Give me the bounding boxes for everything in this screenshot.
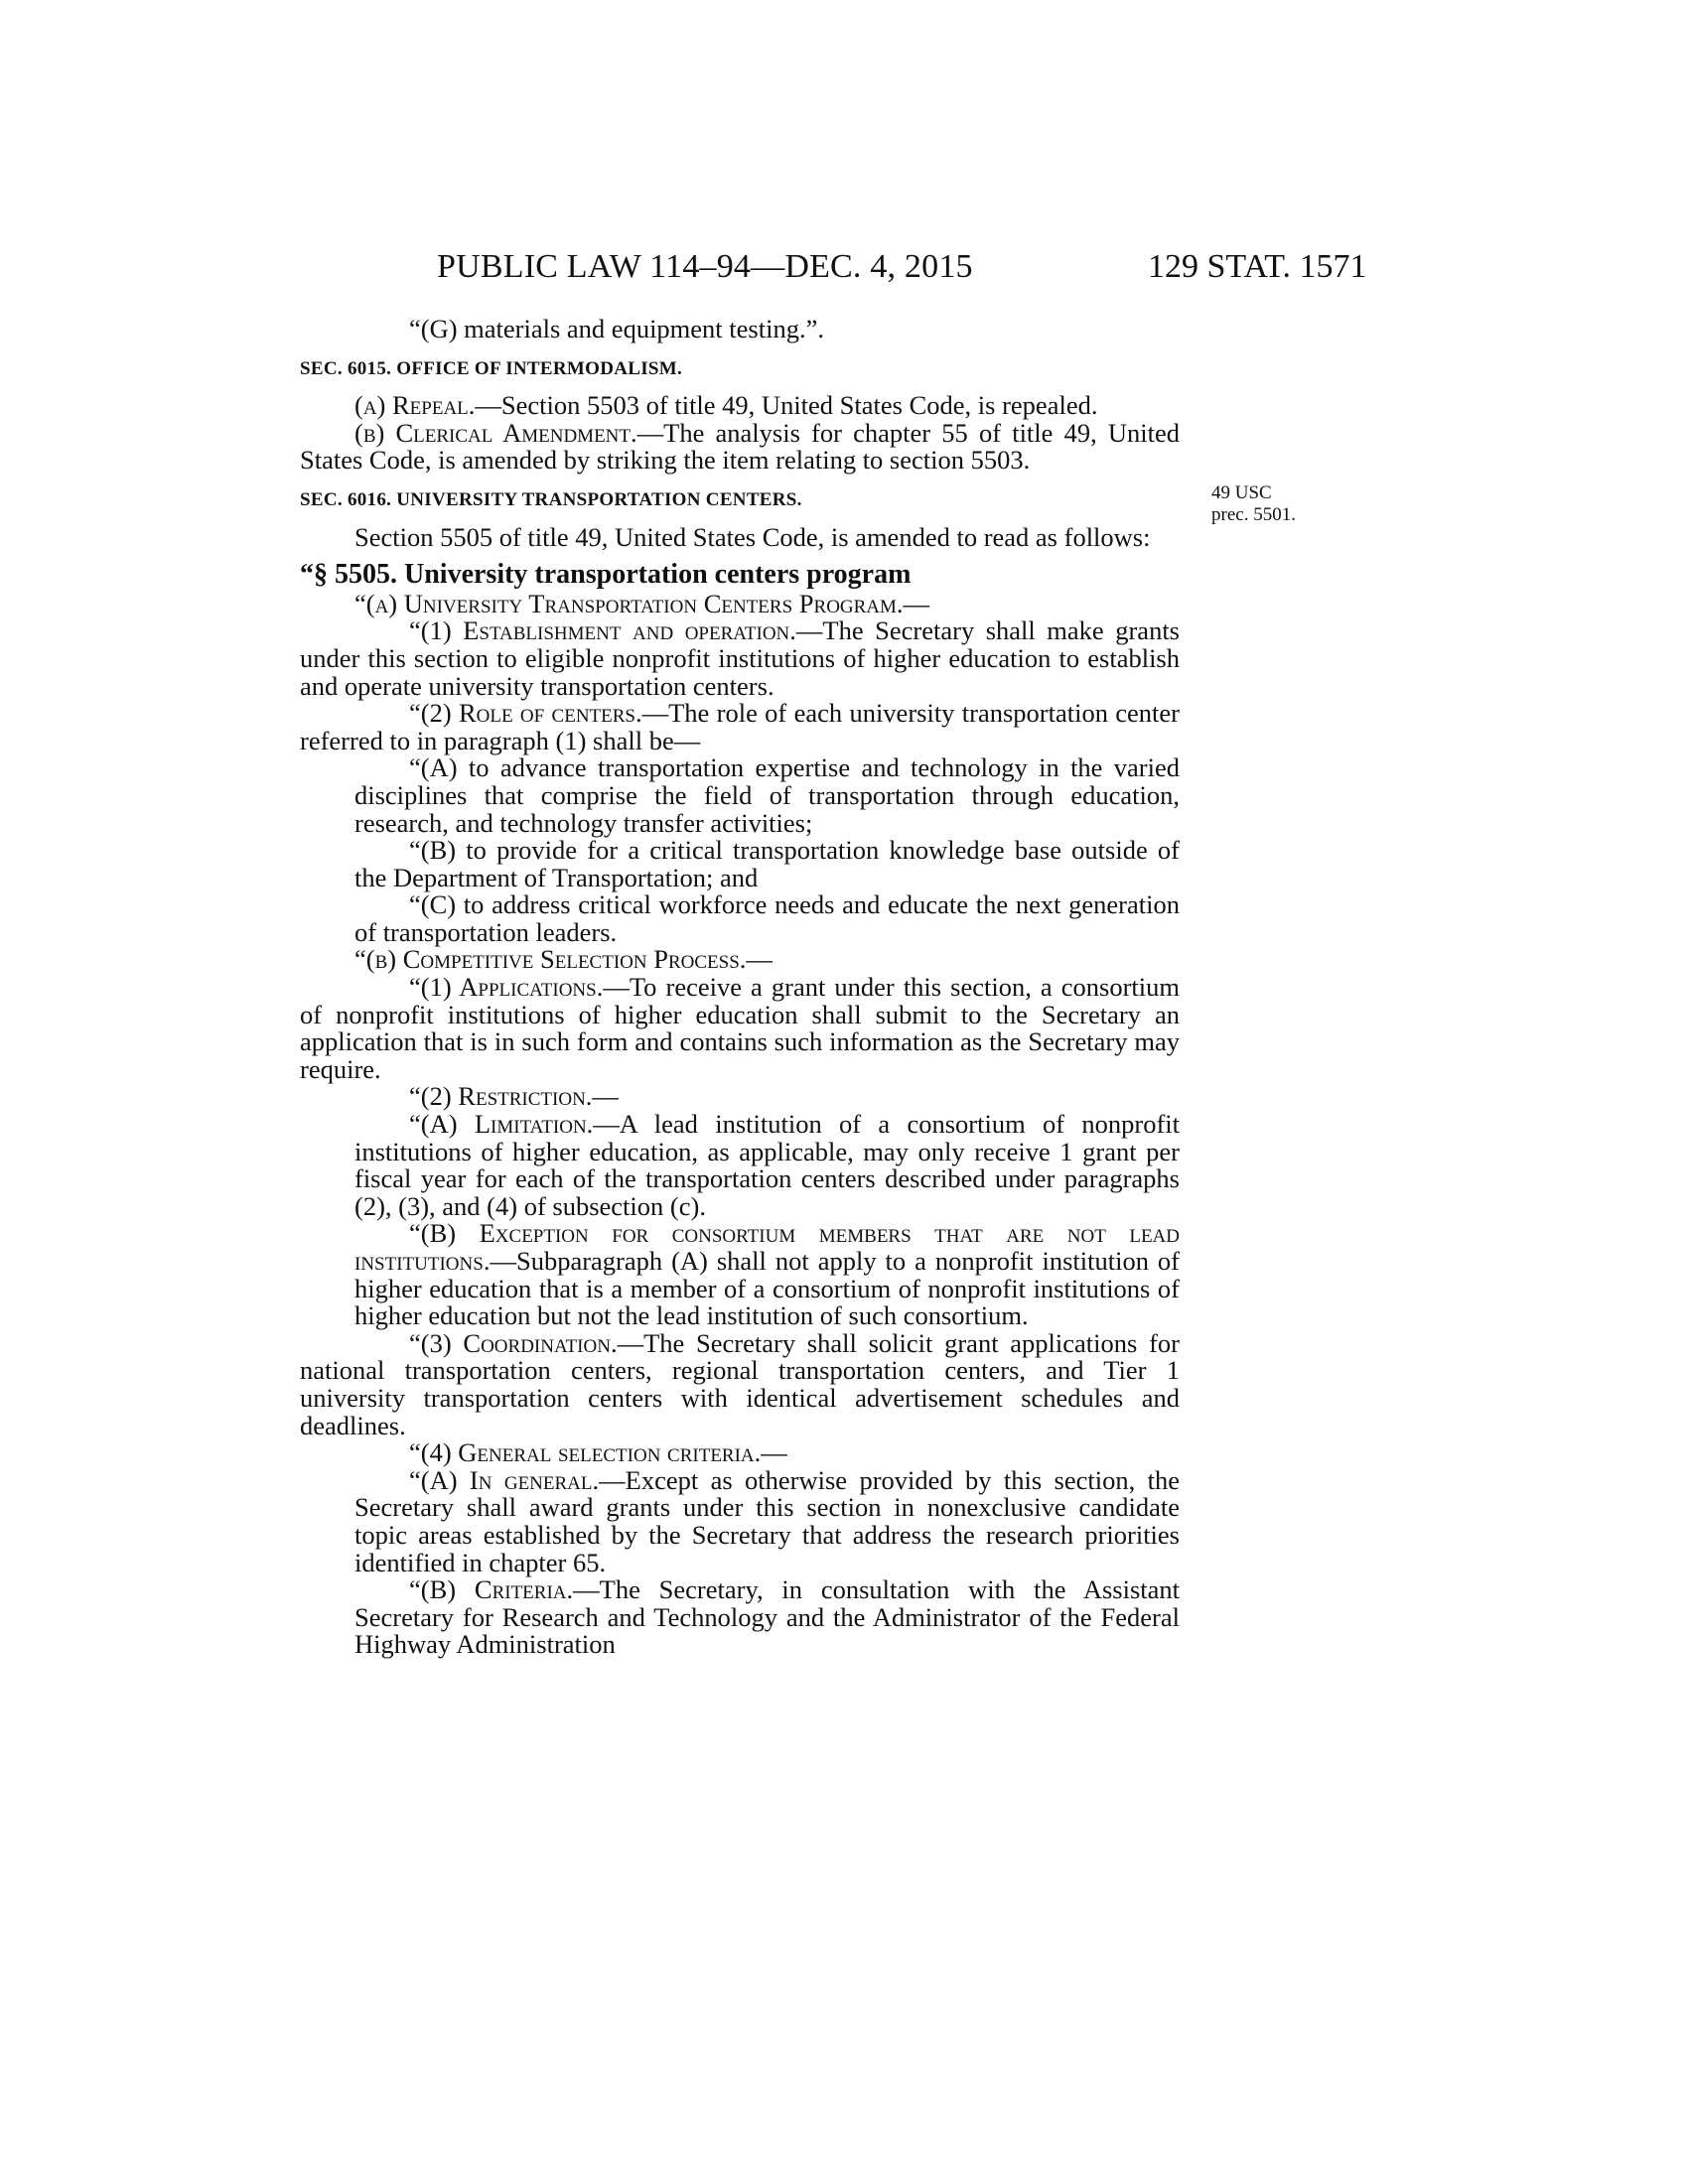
paragraph-a2 bbox=[300, 700, 1180, 754]
paragraph-b2 bbox=[300, 1083, 1180, 1111]
paragraph-6015-b bbox=[300, 417, 1181, 476]
label-b3: “(3) Coordination. bbox=[409, 1327, 618, 1358]
paragraph-a1 bbox=[300, 617, 1180, 700]
subsection-b-heading bbox=[300, 946, 1180, 974]
paragraph-b1 bbox=[300, 974, 1180, 1083]
text-b2B: —Subparagraph (A) shall not apply to a nonprofit institution of higher education that is a member of a consortium of nonprofit institutions of higher education but not the lead institution of such consortium. bbox=[354, 1246, 1180, 1331]
paragraph-6016-intro: Section 5505 of title 49, United States Code, is amended to read as follows: bbox=[354, 521, 1151, 552]
text-a2: —The role of each university transportation center referred to in paragraph (1) shall be— bbox=[300, 698, 1180, 755]
dash: — bbox=[761, 1437, 787, 1468]
paragraph-g-item: “(G) materials and equipment testing.”. bbox=[409, 314, 824, 343]
paragraph-6015-a bbox=[300, 392, 1180, 420]
subparagraph-a2B: “(B) to provide for a critical transportation knowledge base outside of the Department of Transportation; and bbox=[354, 835, 1180, 892]
dash: — bbox=[592, 1081, 619, 1112]
label-clerical-amendment: (b) Clerical Amendment. bbox=[354, 417, 637, 448]
section-6016-heading: SEC. 6016. UNIVERSITY TRANSPORTATION CENTERS. bbox=[300, 488, 802, 510]
dash: — bbox=[746, 944, 773, 975]
label-a2: “(2) Role of centers. bbox=[409, 698, 642, 729]
text-b1: —To receive a grant under this section, a consortium of nonprofit institutions of higher education shall submit to the Secretary an application that is in such form and contains such information as the Secretary may require. bbox=[300, 972, 1181, 1084]
text-b4B: —The Secretary, in consultation with the Assistant Secretary for Research and Technology and the Administrator of the Federal Highway Administration bbox=[354, 1574, 1180, 1660]
text-b3: —The Secretary shall solicit grant applications for national transportation centers, regional transportation centers, and Tier 1 university transportation centers with identical advertisement schedules and deadlines. bbox=[300, 1327, 1180, 1440]
label-repeal: (a) Repeal. bbox=[354, 390, 476, 421]
label-b4: “(4) General selection criteria. bbox=[409, 1437, 762, 1468]
running-header-title: PUBLIC LAW 114–94—DEC. 4, 2015 bbox=[437, 248, 973, 285]
margin-citation-line1: 49 USC bbox=[1211, 482, 1272, 503]
document-body bbox=[300, 316, 1180, 1659]
label-subsection-b: “(b) Competitive Selection Process. bbox=[354, 944, 747, 975]
margin-citation bbox=[1211, 482, 1296, 526]
label-b2: “(2) Restriction. bbox=[409, 1081, 593, 1112]
label-b1: “(1) Applications. bbox=[409, 972, 604, 1003]
label-b2B: “(B) Exception for consortium members that are not lead institutions. bbox=[354, 1218, 1180, 1276]
text-clerical-amendment: —The analysis for chapter 55 of title 49, United States Code, is amended by striking the item relating to section 5503. bbox=[300, 417, 1181, 476]
subparagraph-a2C: “(C) to address critical workforce needs and educate the next generation of transportation leaders. bbox=[354, 889, 1180, 947]
margin-citation-line2: prec. 5501. bbox=[1211, 504, 1296, 525]
subsection-a-heading bbox=[300, 588, 1180, 618]
section-5505-title: “§ 5505. University transportation centers program bbox=[300, 559, 912, 591]
paragraph-b3 bbox=[300, 1327, 1180, 1440]
statute-page-number: 129 STAT. 1571 bbox=[1148, 248, 1367, 285]
label-b2A: “(A) Limitation. bbox=[409, 1109, 594, 1140]
subparagraph-b4A bbox=[300, 1464, 1180, 1577]
subparagraph-a2A: “(A) to advance transportation expertise and technology in the varied disciplines that comprise the field of transportation through education, research, and technology transfer activities; bbox=[354, 752, 1180, 838]
text-b2A: —A lead institution of a consortium of nonprofit institutions of higher education, as applicable, may only receive 1 grant per fiscal year for each of the transportation centers described under paragraphs (2), (3), and (4) of subsection (c). bbox=[354, 1109, 1180, 1221]
label-a1: “(1) Establishment and operation. bbox=[409, 615, 796, 646]
subparagraph-b2B bbox=[300, 1220, 1180, 1329]
subparagraph-b4B bbox=[300, 1576, 1180, 1659]
text-repeal: —Section 5503 of title 49, United States Code, is repealed. bbox=[475, 390, 1098, 421]
paragraph-b4 bbox=[300, 1439, 1180, 1467]
label-subsection-a: “(a) University Transportation Centers Program. bbox=[354, 588, 904, 618]
label-b4B: “(B) Criteria. bbox=[409, 1574, 574, 1605]
subparagraph-b2A bbox=[300, 1111, 1180, 1220]
dash: — bbox=[903, 588, 930, 618]
section-6015-heading: SEC. 6015. OFFICE OF INTERMODALISM. bbox=[300, 357, 683, 379]
label-b4A: “(A) In general. bbox=[409, 1464, 600, 1495]
text-a1: —The Secretary shall make grants under this section to eligible nonprofit institutions of higher education to establish and operate university transportation centers. bbox=[300, 615, 1180, 701]
text-b4A: —Except as otherwise provided by this section, the Secretary shall award grants under this section in nonexclusive candidate topic areas established by the Secretary that address the research priorities identified in chapter 65. bbox=[354, 1464, 1180, 1577]
